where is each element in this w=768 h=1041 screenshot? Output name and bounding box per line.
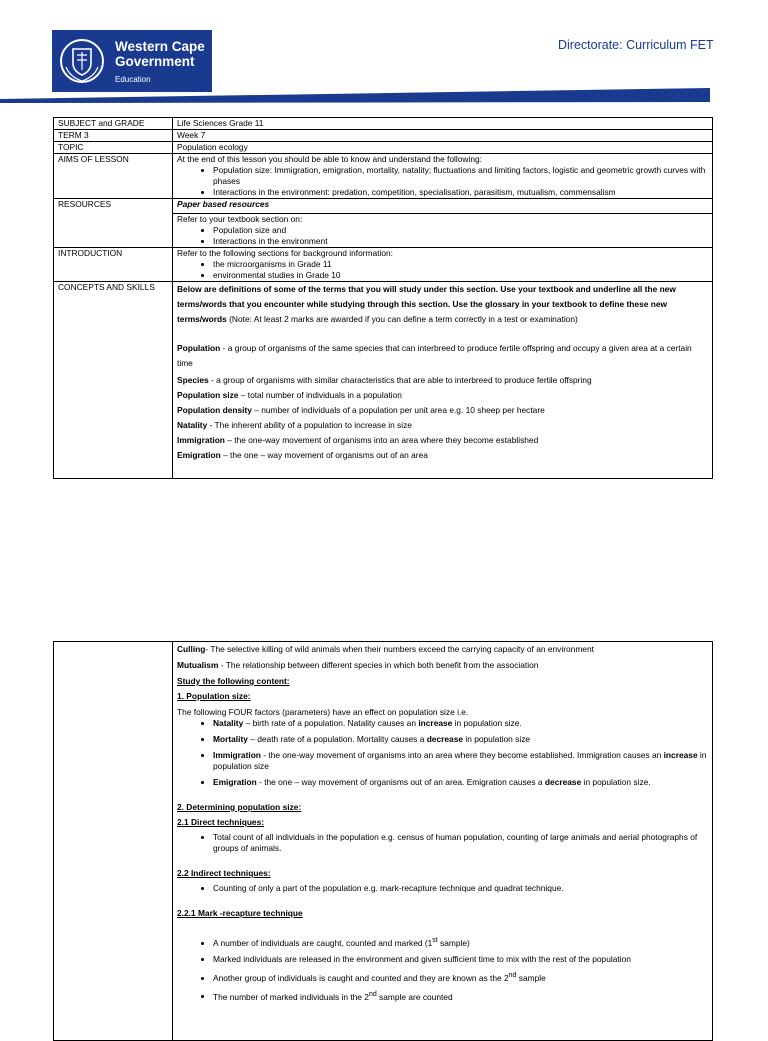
factor-term: Natality [213, 718, 244, 728]
factor-term: Mortality [213, 734, 248, 744]
list-item: • Population size: Immigration, emigration, mortality, natality; fluctuations and limiting factors, logistic and geometric growth curves with phases [213, 165, 708, 187]
mark-recapture-list [177, 935, 708, 1002]
table-row [54, 282, 713, 479]
table-row [54, 248, 713, 282]
row-label: TOPIC [54, 142, 173, 154]
intro-list [177, 259, 708, 281]
aims-list [177, 165, 708, 198]
table-row [54, 642, 713, 1041]
factor-effect: increase [663, 750, 698, 760]
lesson-overview-table [53, 117, 713, 479]
factor-text: in population size [463, 734, 531, 744]
definition-text: – number of individuals of a population per unit area e.g. 10 sheep per hectare [251, 405, 545, 415]
table-row [54, 154, 713, 199]
factor-term: Emigration [213, 777, 257, 787]
list-item [213, 734, 708, 745]
concepts-note: (Note: At least 2 marks are awarded if you can define a term correctly in a test or examination) [226, 314, 578, 324]
row-label: SUBJECT and GRADE [54, 118, 173, 130]
list-item: • Total count of all individuals in the population e.g. census of human population, counting of large animals and aerial photographs of groups of animals. [213, 832, 708, 854]
row-value [173, 282, 713, 479]
content-table [53, 641, 713, 1041]
factor-text: in population size [213, 750, 707, 771]
row-value: Population ecology [173, 142, 713, 154]
ordinal-suffix: nd [368, 990, 377, 998]
logo-title-line1: Western Cape [115, 38, 205, 54]
ordinal-suffix: st [432, 937, 438, 944]
definition-term: Population size [177, 390, 239, 400]
list-item [213, 777, 708, 788]
row-value [173, 154, 713, 199]
definition-term: Emigration [177, 450, 221, 460]
resources-heading: Paper based resources [177, 199, 270, 209]
concepts-intro: Below are definitions of some of the terms that you will study under this section. Use your textbook and underline all the new terms/words that you encounter while studying through this section. Use the glossary in your textbook to define these new terms/words [177, 284, 676, 324]
indirect-list [177, 883, 708, 894]
definition-term: Immigration [177, 435, 225, 445]
definition-text: - a group of organisms with similar characteristics that are able to interbreed to produce fertile offspring [208, 375, 592, 385]
table-row [54, 199, 713, 214]
list-item: • Interactions in the environment [213, 236, 708, 247]
factor-text: - the one – way movement of organisms out of an area. Emigration causes a [256, 777, 545, 787]
factor-term: Immigration [213, 750, 261, 760]
subsection-heading: 2.1 Direct techniques: [177, 817, 265, 827]
row-value [173, 248, 713, 282]
list-item [213, 718, 708, 729]
resources-intro: Refer to your textbook section on: [177, 214, 303, 224]
factors-intro: The following FOUR factors (parameters) have an effect on population size i.e. [177, 707, 469, 717]
row-label: TERM 3 [54, 130, 173, 142]
header-stripe [0, 88, 768, 104]
step-text: sample [516, 972, 546, 983]
logo-title-line2: Government [115, 53, 195, 69]
list-item [213, 970, 708, 984]
definition-text: – total number of individuals in a population [238, 390, 402, 400]
definition-term: Population [177, 343, 221, 353]
row-value: Life Sciences Grade 11 [173, 118, 713, 130]
list-item: • the microorganisms in Grade 11 [213, 259, 708, 270]
aims-intro: At the end of this lesson you should be able to know and understand the following: [177, 154, 482, 164]
step-text: A number of individuals are caught, counted and marked (1 [213, 937, 433, 948]
table-row [54, 142, 713, 154]
study-heading: Study the following content: [177, 676, 290, 686]
row-value [173, 199, 713, 214]
definition-term: Culling [177, 644, 206, 654]
definition-term: Natality [177, 420, 208, 430]
factor-text: in population size. [452, 718, 522, 728]
row-value: Week 7 [173, 130, 713, 142]
coat-of-arms-icon [57, 36, 107, 86]
definition-text: - a group of organisms of the same species that can interbreed to produce fertile offspring and occupy a given area at a certain time [177, 343, 692, 368]
list-item [213, 750, 708, 772]
step-text: sample are counted [376, 991, 453, 1002]
definition-text: - The relationship between different species in which both benefit from the association [218, 660, 539, 670]
step-text: The number of marked individuals in the 2 [213, 991, 369, 1002]
wcg-logo [52, 30, 212, 92]
definition-text: - The inherent ability of a population to increase in size [207, 420, 412, 430]
factors-list [177, 718, 708, 788]
definition-text: – the one – way movement of organisms out of an area [220, 450, 428, 460]
list-item: • Counting of only a part of the population e.g. mark-recapture technique and quadrat technique. [213, 883, 708, 894]
step-text: sample) [437, 937, 470, 948]
subsection-heading: 2.2.1 Mark -recapture technique [177, 908, 303, 918]
row-label: RESOURCES [54, 199, 173, 248]
factor-effect: increase [418, 718, 453, 728]
list-item: • environmental studies in Grade 10 [213, 270, 708, 281]
direct-list [177, 832, 708, 854]
row-label-empty [54, 642, 173, 1041]
step-text: Marked individuals are released in the environment and given sufficient time to mix with the rest of the population [213, 953, 631, 964]
intro-text: Refer to the following sections for background information: [177, 248, 394, 258]
factor-text: in population size. [581, 777, 651, 787]
factor-effect: decrease [544, 777, 582, 787]
ordinal-suffix: nd [508, 971, 517, 979]
factor-effect: decrease [426, 734, 464, 744]
list-item [213, 989, 708, 1003]
list-item: • Population size and [213, 225, 708, 236]
row-label: AIMS OF LESSON [54, 154, 173, 199]
step-text: Another group of individuals is caught and counted and they are known as the 2 [213, 972, 509, 983]
list-item [213, 935, 708, 949]
definition-text: - The selective killing of wild animals when their numbers exceed the carrying capacity of an environment [205, 644, 594, 654]
logo-subtitle: Education [115, 74, 151, 84]
resources-list [177, 225, 708, 247]
factor-text: – birth rate of a population. Natality causes an [243, 718, 419, 728]
definition-term: Species [177, 375, 209, 385]
row-value [173, 214, 713, 248]
definition-term: Population density [177, 405, 252, 415]
table-row [54, 130, 713, 142]
definition-text: – the one-way movement of organisms into an area where they become established [224, 435, 539, 445]
row-label: CONCEPTS AND SKILLS [54, 282, 173, 479]
factor-text: – death rate of a population. Mortality causes a [247, 734, 427, 744]
subsection-heading: 2.2 Indirect techniques: [177, 868, 271, 878]
row-label: INTRODUCTION [54, 248, 173, 282]
list-item: • Interactions in the environment: predation, competition, specialisation, parasitism, mutualism, commensalism [213, 187, 708, 198]
factor-text: - the one-way movement of organisms into an area where they become established. Immigration causes an [260, 750, 664, 760]
section-heading: 1. Population size: [177, 691, 251, 701]
table-row [54, 118, 713, 130]
section-heading: 2. Determining population size: [177, 802, 302, 812]
row-value [173, 642, 713, 1041]
list-item [213, 954, 708, 965]
definition-term: Mutualism [177, 660, 219, 670]
directorate-label: Directorate: Curriculum FET [558, 38, 714, 52]
